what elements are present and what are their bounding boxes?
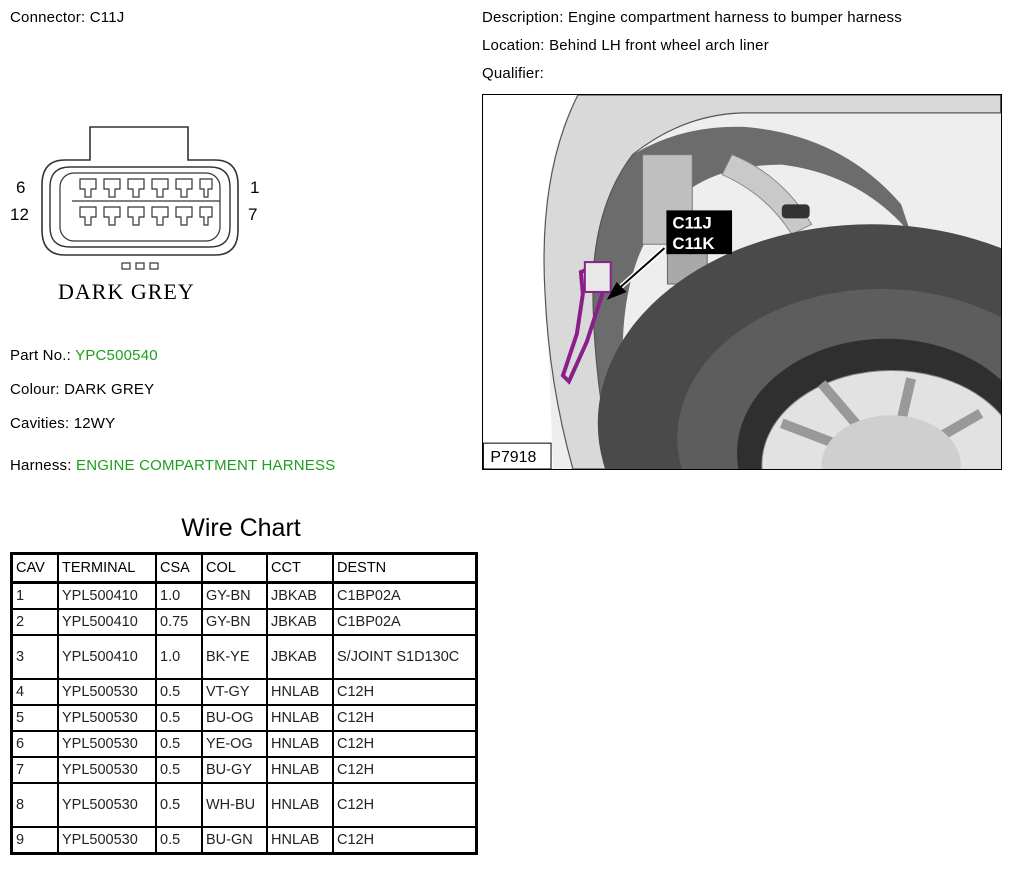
callout-c11j: C11J: [672, 213, 712, 233]
cell-terminal: YPL500410: [58, 635, 156, 679]
part-no-label: Part No.:: [10, 347, 71, 364]
table-row: [12, 609, 477, 635]
callout-c11k: C11K: [672, 234, 715, 254]
cell-cav: 2: [12, 609, 59, 635]
cell-cct: JBKAB: [267, 635, 333, 679]
cavities-label: Cavities:: [10, 415, 70, 432]
photo-reference: P7918: [490, 449, 537, 467]
header-csa: CSA: [156, 554, 202, 583]
cell-terminal: YPL500410: [58, 583, 156, 610]
connector-heading: [10, 9, 124, 26]
cell-cct: HNLAB: [267, 705, 333, 731]
pin-label-1: 1: [250, 178, 260, 197]
header-destn: DESTN: [333, 554, 477, 583]
pin-label-6: 6: [16, 178, 26, 197]
cell-terminal: YPL500410: [58, 609, 156, 635]
location-row: [482, 37, 769, 54]
cavities-value: 12WY: [73, 415, 116, 432]
colour-row: [10, 381, 154, 398]
harness-label: Harness:: [10, 457, 72, 474]
cell-col: VT-GY: [202, 679, 267, 705]
harness-value: ENGINE COMPARTMENT HARNESS: [76, 457, 336, 474]
cell-cct: HNLAB: [267, 679, 333, 705]
table-row: [12, 783, 477, 827]
table-header-row: [12, 554, 477, 583]
cell-cav: 4: [12, 679, 59, 705]
cell-terminal: YPL500530: [58, 827, 156, 854]
description-row: [482, 9, 902, 26]
cell-csa: 0.5: [156, 731, 202, 757]
cell-cct: HNLAB: [267, 783, 333, 827]
connector-colour-caption: DARK GREY: [58, 279, 195, 304]
cell-cav: 5: [12, 705, 59, 731]
pin-label-7: 7: [248, 205, 258, 224]
cell-csa: 0.5: [156, 757, 202, 783]
cell-csa: 0.5: [156, 679, 202, 705]
location-photo: [482, 94, 1002, 470]
cell-col: BK-YE: [202, 635, 267, 679]
wire-chart-title: Wire Chart: [181, 514, 301, 542]
table-row: [12, 731, 477, 757]
header-col: COL: [202, 554, 267, 583]
cell-csa: 0.5: [156, 705, 202, 731]
location-value: Behind LH front wheel arch liner: [549, 37, 769, 54]
cell-csa: 0.5: [156, 827, 202, 854]
cell-destn: S/JOINT S1D130C: [333, 635, 477, 679]
cell-destn: C12H: [333, 705, 477, 731]
cell-cav: 3: [12, 635, 59, 679]
connector-label: Connector:: [10, 9, 86, 26]
qualifier-label: Qualifier:: [482, 65, 545, 82]
table-row: [12, 583, 477, 610]
cell-destn: C12H: [333, 783, 477, 827]
cell-destn: C1BP02A: [333, 583, 477, 610]
table-row: [12, 757, 477, 783]
cell-terminal: YPL500530: [58, 757, 156, 783]
description-label: Description:: [482, 9, 564, 26]
part-no-value: YPC500540: [75, 347, 158, 364]
cell-col: YE-OG: [202, 731, 267, 757]
table-row: [12, 679, 477, 705]
connector-value: C11J: [89, 9, 125, 26]
cell-col: BU-GY: [202, 757, 267, 783]
header-terminal: TERMINAL: [58, 554, 156, 583]
cell-csa: 1.0: [156, 635, 202, 679]
cell-terminal: YPL500530: [58, 783, 156, 827]
colour-value: DARK GREY: [64, 381, 155, 398]
cell-col: GY-BN: [202, 583, 267, 610]
cell-terminal: YPL500530: [58, 679, 156, 705]
cavities-row: [10, 415, 115, 432]
cell-destn: C12H: [333, 757, 477, 783]
cell-cct: JBKAB: [267, 609, 333, 635]
part-no-row: [10, 347, 158, 364]
cell-cav: 1: [12, 583, 59, 610]
cell-cav: 8: [12, 783, 59, 827]
qualifier-row: [482, 65, 544, 82]
cell-cct: HNLAB: [267, 827, 333, 854]
cell-cav: 9: [12, 827, 59, 854]
cell-destn: C12H: [333, 731, 477, 757]
harness-row: [10, 457, 335, 474]
cell-terminal: YPL500530: [58, 705, 156, 731]
header-cav: CAV: [12, 554, 59, 583]
cell-terminal: YPL500530: [58, 731, 156, 757]
wire-chart-table: [10, 552, 478, 855]
location-label: Location:: [482, 37, 545, 54]
cell-csa: 0.5: [156, 783, 202, 827]
table-row: [12, 827, 477, 854]
connector-face-diagram: [10, 115, 270, 315]
cell-cav: 6: [12, 731, 59, 757]
cell-col: WH-BU: [202, 783, 267, 827]
cell-col: BU-GN: [202, 827, 267, 854]
description-value: Engine compartment harness to bumper harness: [567, 9, 902, 26]
cell-cct: JBKAB: [267, 583, 333, 610]
cell-destn: C1BP02A: [333, 609, 477, 635]
cell-destn: C12H: [333, 827, 477, 854]
cell-cct: HNLAB: [267, 731, 333, 757]
header-cct: CCT: [267, 554, 333, 583]
table-row: [12, 705, 477, 731]
cell-destn: C12H: [333, 679, 477, 705]
cell-csa: 0.75: [156, 609, 202, 635]
cell-col: BU-OG: [202, 705, 267, 731]
cell-csa: 1.0: [156, 583, 202, 610]
pin-label-12: 12: [10, 205, 29, 224]
cell-col: GY-BN: [202, 609, 267, 635]
cell-cav: 7: [12, 757, 59, 783]
cell-cct: HNLAB: [267, 757, 333, 783]
colour-label: Colour:: [10, 381, 60, 398]
table-row: [12, 635, 477, 679]
